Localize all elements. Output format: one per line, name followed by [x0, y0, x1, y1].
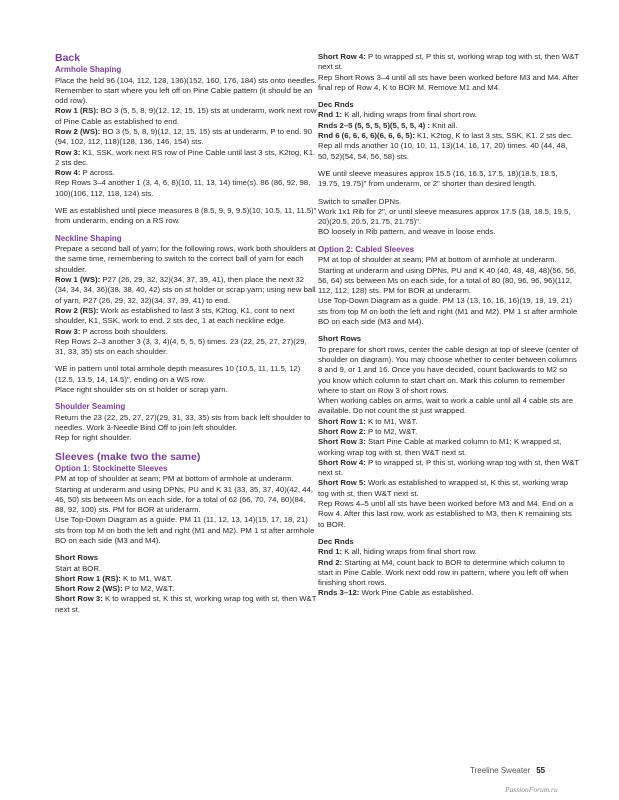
short-row-1: Short Row 1 (RS): K to M1, W&T.	[55, 573, 173, 583]
cabled-short-rows-repeat: Rep Rows 4–5 until all sts have been worked before M3 and M4. End on a Row 4. After this last row, work as established to M3, then K remaining sts to BOR.	[318, 499, 574, 529]
sleeves-heading: Sleeves (make two the same)	[55, 450, 201, 463]
start-at-bor: Start at BOR.	[55, 563, 102, 573]
cabled-short-row-4: Short Row 4: P to wrapped st, P this st, working wrap tog with st, then W&T next st.	[318, 457, 580, 478]
option-1-heading: Option 1: Stockinette Sleeves	[55, 463, 168, 473]
dec-rnd-6: Rnd 6 (6, 6, 6, 6)(6, 6, 6, 5): K1, K2tog, K to last 3 sts, SSK, K1. 2 sts dec.	[318, 131, 573, 141]
cabled-short-row-3: Short Row 3: Start Pine Cable at marked column to M1; K wrapped st, working wrap tog with st, then W&T next st.	[318, 437, 562, 457]
cabled-short-row-1: Short Row 1: K to M1, W&T.	[318, 416, 418, 426]
armhole-row-1: Row 1 (RS): BO 3 (5, 5, 8, 9)(12, 12, 15, 15) sts at underarm, work next row of Pine Cable as established to end.	[55, 106, 317, 126]
armhole-row-4: Row 4: P across.	[55, 168, 115, 178]
option-1-markers: Use Top-Down Diagram as a guide. PM 11 (11, 12, 13, 14)(15, 17, 18, 21) sts from top M on both the left and right (M1 and M2). PM 1 st after armhole BO on each side (M3 and M4).	[55, 515, 315, 545]
we-in-pattern: WE in pattern until total armhole depth measures 10 (10.5, 11, 11.5, 12)(12.5, 13.5, 14, 14.5)", ending on a WS row.	[55, 364, 301, 384]
switch-needles: Switch to smaller DPNs.	[318, 196, 402, 206]
neckline-row-1: Row 1 (WS): P27 (26, 29, 32, 32)(34, 37, 39, 41), then place the next 32 (34, 34, 34, 36)(38, 38, 40, 42) sts on st holder or scrap yarn; using new ball of yarn, P27 (26, 29, 32, 32)(34, 37, 39, 41) to end.	[55, 275, 316, 305]
cabled-dec-rnd-2: Rnd 2: Starting at M4, count back to BOR to determine which column to start in Pine Cable. Work next odd row in pattern, where you left off when finishing short rows.	[318, 557, 569, 588]
dec-rnds-2-5: Rnds 2–5 (5, 5, 5, 5)(5, 5, 5, 4) : Knit all.	[318, 120, 458, 130]
short-rows-repeat: Rep Short Rows 3–4 until all sts have been worked before M3 and M4. After final rep of Row 4, K to BOR M. Remove M1 and M4.	[318, 72, 579, 92]
option-2-markers: Use Top-Down Diagram as a guide. PM 13 (13, 16, 16, 16)(19, 19, 19, 21) sts from top M on both the left and right (M1 and M2). PM 1 st after armhole BO on each side (M3 and M4).	[318, 296, 578, 327]
short-row-2: Short Row 2 (WS): P to M2, W&T.	[55, 584, 175, 594]
watermark-text: PassionForum.ru	[505, 785, 558, 794]
armhole-shaping-heading: Armhole Shaping	[55, 65, 122, 74]
dec-rnd-1: Rnd 1: K all, hiding wraps from final short row.	[318, 110, 477, 120]
option-1-pickup: PM at top of shoulder at seam; PM at bottom of armhole at underarm. Starting at underarm and using DPNs, PU and K 31 (33, 35, 37, 40)(42, 44, 46, 50) sts between Ms on each side, for a total of 62 (66, 70, 74, 80)(84, 88, 92, 100) sts. PM for BOR at underarm.	[55, 474, 314, 515]
armhole-row-2: Row 2 (WS): BO 3 (5, 5, 8, 9)(12, 12, 15, 15) sts at underarm, P to end. 90 (94, 102, 112, 118)(128, 136, 146, 154) sts.	[55, 126, 313, 147]
short-rows-heading: Short Rows	[55, 553, 99, 563]
shoulder-repeat: Rep for right shoulder.	[55, 433, 132, 443]
neckline-repeat: Rep Rows 2–3 another 3 (3, 3, 4)(4, 5, 5, 5) times. 23 (22, 25, 27, 27)(29, 31, 33, 35) sts on each shoulder.	[55, 336, 307, 357]
work-rib: Work 1x1 Rib for 2", or until sleeve measures approx 17.5 (18, 18.5, 19.5, 20)(20.5, 20.5, 21.75, 21.75)".	[318, 206, 571, 227]
cabled-short-rows-note: When working cables on arms, wait to work a cable until all 4 cable sts are available. Do not count the st just wrapped.	[318, 396, 574, 416]
we-as-established: WE as established until piece measures 8 (8.5, 9, 9, 9.5)(10, 10.5, 11, 11.5)" from underarm, ending on a RS row.	[55, 206, 317, 226]
page-number: 55	[536, 766, 546, 775]
shoulder-seaming-text: Return the 23 (22, 25, 27, 27)(29, 31, 33, 35) sts from back left shoulder to needles. Work 3-Needle Bind Off to join left shoulder.	[55, 412, 311, 433]
short-row-4: Short Row 4: P to wrapped st, P this st, working wrap tog with st, then W&T next st.	[318, 52, 580, 72]
cabled-short-row-5: Short Row 5: Work as established to wrapped st, K this st, working wrap tog with st, then W&T next st.	[318, 478, 569, 498]
neckline-row-3: Row 3: P across both shoulders.	[55, 326, 168, 336]
neckline-row-2: Row 2 (RS): Work as established to last 3 sts, K2tog, K1, cont to next shoulder, K1, SSK, work to end. 2 sts dec, 1 at each neckline edge.	[55, 305, 295, 326]
dec-repeat: Rep all rnds another 10 (10, 10, 11, 13)(14, 16, 17, 20) times. 40 (44, 48, 50, 52)(54, 54, 56, 58) sts.	[318, 141, 568, 161]
place-right-shoulder: Place right shoulder sts on st holder or scrap yarn.	[55, 385, 228, 395]
right-column	[318, 52, 580, 599]
dec-rnds-heading: Dec Rnds	[318, 100, 354, 110]
armhole-row-3: Row 3: K1, SSK, work next RS row of Pine Cable until last 3 sts, K2tog, K1. 2 sts dec.	[55, 147, 316, 167]
neckline-intro: Prepare a second ball of yarn; for the following rows, work both shoulders at the same time, remembering to switch to the correct ball of yarn for each shoulder.	[55, 244, 316, 274]
cabled-dec-rnds-heading: Dec Rnds	[318, 536, 354, 546]
cabled-short-rows-heading: Short Rows	[318, 334, 362, 344]
we-until-sleeve: WE until sleeve measures approx 15.5 (16, 16.5, 17.5, 18)(18.5, 18.5, 19.75, 19.75)" from underarm, or 2" shorter than desired length.	[318, 168, 558, 189]
neckline-shaping-heading: Neckline Shaping	[55, 233, 122, 243]
footer-title: Treeline Sweater	[470, 766, 531, 775]
bo-loosely: BO loosely in Rib pattern, and weave in loose ends.	[318, 227, 496, 237]
cabled-dec-rnd-1: Rnd 1: K all, hiding wraps from final short row.	[318, 547, 477, 557]
back-heading: Back	[55, 52, 81, 64]
armhole-repeat: Rep Rows 3–4 another 1 (3, 4, 6, 8)(10, 11, 13, 14) time(s). 86 (86, 92, 98, 100)(106, 112, 118, 124) sts.	[55, 178, 311, 198]
cabled-short-row-2: Short Row 2: P to M2, W&T.	[318, 427, 418, 436]
shoulder-seaming-heading: Shoulder Seaming	[55, 402, 126, 412]
option-2-pickup: PM at top of shoulder at seam; PM at bottom of armhole at underarm. Starting at underarm and using DPNs, PU and K 40 (40, 48, 48, 48)(56, 56, 56, 64) sts between Ms on each side, for a total of 80 (80, 96, 96, 96)(112, 112, 112, 128) sts. PM for BOR at underarm.	[318, 255, 577, 296]
option-2-heading: Option 2: Cabled Sleeves	[318, 244, 415, 254]
cabled-short-rows-prep: To prepare for short rows, center the cable design at top of sleeve (center of shoulder on diagram). You may choose whether to center between columns 8 and 9, or 1 and 16. Once you have decided, count backwards to M2 so you know which column to start chart on. Mark this column to remember where to start on Row 3 of short rows.	[318, 344, 579, 395]
page-footer	[470, 766, 545, 775]
short-row-3: Short Row 3: K to wrapped st, K this st, working wrap tog with st, then W&T next st.	[55, 594, 317, 614]
armhole-intro: Place the held 96 (104, 112, 128, 136)(152, 160, 176, 184) sts onto needles. Remember to start where you left off on Pine Cable pattern (it should be an odd row).	[55, 75, 317, 106]
cabled-dec-rnds-3-12: Rnds 3–12: Work Pine Cable as established.	[318, 588, 474, 598]
left-column	[55, 52, 317, 615]
